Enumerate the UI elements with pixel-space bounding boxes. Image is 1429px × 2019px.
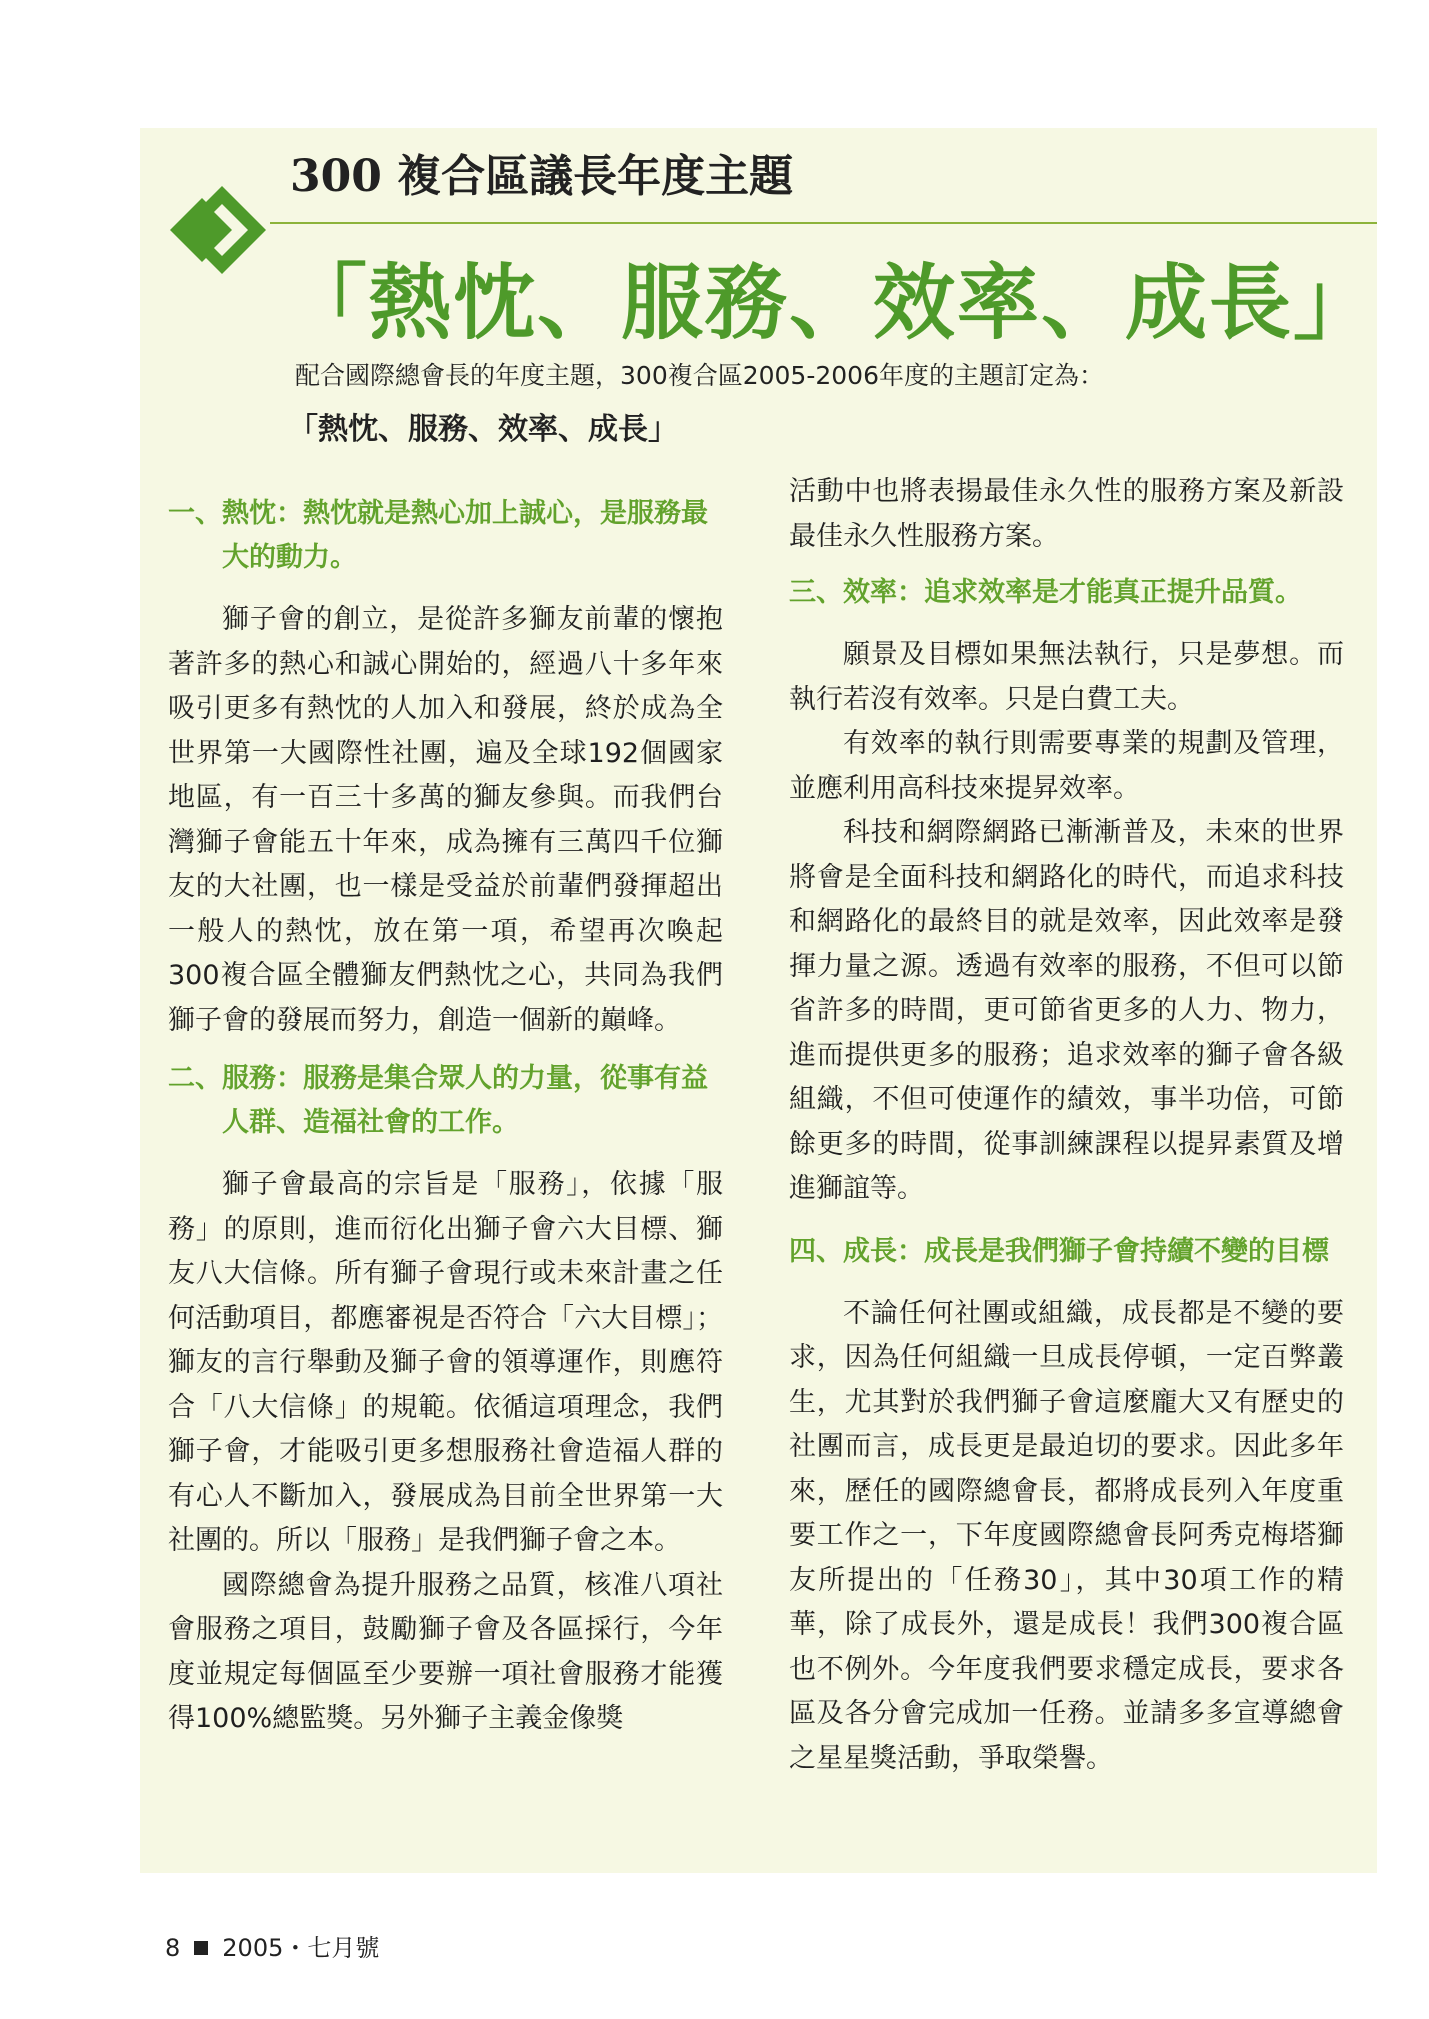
paragraph: 國際總會為提升服務之品質，核准八項社會服務之項目，鼓勵獅子會及各區採行，今年度並規定每個區至少要辦一項社會服務才能獲得100%總監獎。另外獅子主義金像獎 [168, 1569, 723, 1734]
paragraph: 不論任何社團或組織，成長都是不變的要求，因為任何組織一旦成長停頓，一定百弊叢生，尤其對於我們獅子會這麼龐大又有歷史的社團而言，成長更是最迫切的要求。因此多年來，歷任的國際總會長，都將成長列入年度重要工作之一，下年度國際總會長阿秀克梅塔獅友所提出的「任務30」，其中30項工作的精華，除了成長外，還是成長！我們300複合區也不例外。今年度我們要求穩定成長，要求各區及各分會完成加一任務。並請多多宣導總會之星星獎活動，爭取榮譽。 [789, 1297, 1344, 1774]
paragraph: 願景及目標如果無法執行，只是夢想。而執行若沒有效率。只是白費工夫。 [789, 639, 1344, 715]
paragraph: 有效率的執行則需要專業的規劃及管理，並應利用高科技來提昇效率。 [789, 728, 1344, 804]
section-heading-efficiency: 三、效率：追求效率是才能真正提升品質。 [789, 577, 1302, 608]
article-title: 「熱忱、服務、效率、成長」 [285, 255, 1378, 351]
right-column [789, 470, 1344, 1781]
header-rule [270, 222, 1377, 224]
section-heading-service: 二、服務：服務是集合眾人的力量，從事有益人群、造福社會的工作。 [168, 1063, 708, 1138]
section-heading-enthusiasm: 一、熱忱：熱忱就是熱心加上誠心，是服務最大的動力。 [168, 498, 708, 573]
paragraph: 科技和網際網路已漸漸普及，未來的世界將會是全面科技和網路化的時代，而追求科技和網路化的最終目的就是效率，因此效率是發揮力量之源。透過有效率的服務，不但可以節省許多的時間，更可節省更多的人力、物力，進而提供更多的服務；追求效率的獅子會各級組織，不但可使運作的績效，事半功倍，可節餘更多的時間，從事訓練課程以提昇素質及增進獅誼等。 [789, 817, 1344, 1204]
page-number: 8 [165, 1934, 181, 1962]
square-bullet-icon [194, 1941, 208, 1955]
issue-label: 2005・七月號 [222, 1934, 380, 1962]
page-footer [165, 1928, 379, 1963]
left-column [168, 470, 723, 1742]
section-heading-growth: 四、成長：成長是我們獅子會持續不變的目標 [789, 1235, 1329, 1267]
article-kicker: 300 複合區議長年度主題 [290, 151, 794, 202]
paragraph: 獅子會最高的宗旨是「服務」，依據「服務」的原則，進而衍化出獅子會六大目標、獅友八大信條。所有獅子會現行或未來計畫之任何活動項目，都應審視是否符合「六大目標」；獅友的言行舉動及獅子會的領導運作，則應符合「八大信條」的規範。依循這項理念，我們獅子會，才能吸引更多想服務社會造福人群的有心人不斷加入，發展成為目前全世界第一大社團的。所以「服務」是我們獅子會之本。 [168, 1169, 723, 1556]
article-intro-theme: 「熱忱、服務、效率、成長」 [288, 412, 678, 447]
article-intro: 配合國際總會長的年度主題，300複合區2005-2006年度的主題訂定為： [295, 361, 1104, 390]
double-chevron-icon [170, 180, 280, 280]
paragraph-continuation: 活動中也將表揚最佳永久性的服務方案及新設最佳永久性服務方案。 [789, 476, 1344, 552]
paragraph: 獅子會的創立，是從許多獅友前輩的懷抱著許多的熱心和誠心開始的，經過八十多年來吸引更多有熱忱的人加入和發展，終於成為全世界第一大國際性社團，遍及全球192個國家地區，有一百三十多萬的獅友參與。而我們台灣獅子會能五十年來，成為擁有三萬四千位獅友的大社團，也一樣是受益於前輩們發揮超出一般人的熱忱，放在第一項，希望再次喚起300複合區全體獅友們熱忱之心，共同為我們獅子會的發展而努力，創造一個新的巔峰。 [168, 604, 723, 1036]
